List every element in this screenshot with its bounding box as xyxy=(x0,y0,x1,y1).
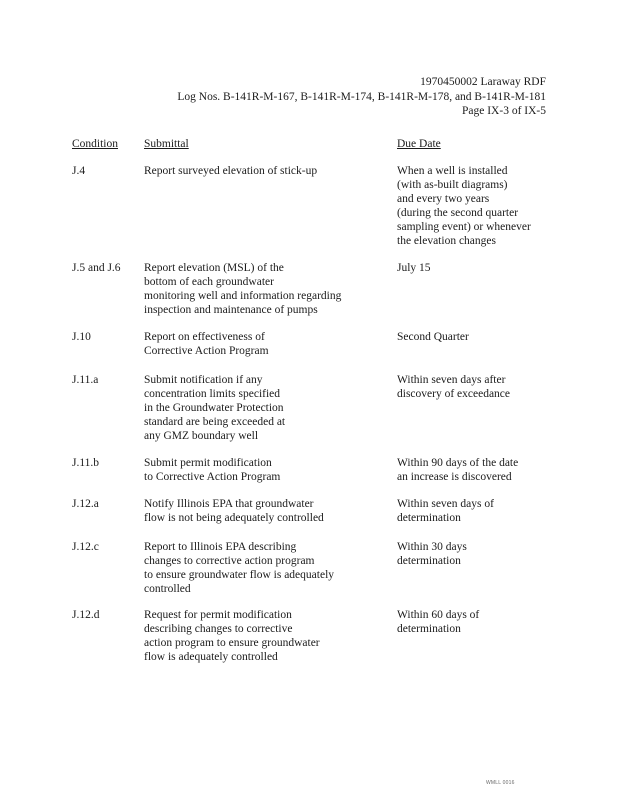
due-date-cell xyxy=(397,608,479,636)
due-date-line: determination xyxy=(397,555,461,567)
submittal-line: describing changes to corrective xyxy=(144,623,293,635)
due-date-cell xyxy=(397,456,518,484)
submittal-line: flow is not being adequately controlled xyxy=(144,512,324,524)
page-number: Page IX-3 of IX-5 xyxy=(462,105,546,117)
submittal-line: monitoring well and information regarding xyxy=(144,290,342,302)
due-date-line: discovery of exceedance xyxy=(397,388,511,400)
submittal-cell xyxy=(144,164,317,178)
due-date-line: Within 60 days of xyxy=(397,609,480,621)
due-date-line: Within 90 days of the date xyxy=(397,457,519,469)
due-date-line: When a well is installed xyxy=(397,165,508,177)
submittal-line: standard are being exceeded at xyxy=(144,416,286,428)
due-date-line: determination xyxy=(397,512,461,524)
submittal-line: Request for permit modification xyxy=(144,609,292,621)
due-date-cell xyxy=(397,330,469,344)
submittal-cell xyxy=(144,373,285,443)
submittal-line: flow is adequately controlled xyxy=(144,651,278,663)
submittal-line: Submit permit modification xyxy=(144,457,272,469)
submittal-cell xyxy=(144,608,320,664)
due-date-line: Second Quarter xyxy=(397,331,469,343)
due-date-cell xyxy=(397,261,431,275)
submittal-cell xyxy=(144,330,269,358)
condition-cell: J.11.a xyxy=(72,374,99,386)
submittal-line: inspection and maintenance of pumps xyxy=(144,304,318,316)
due-date-line: an increase is discovered xyxy=(397,471,512,483)
condition-cell: J.5 and J.6 xyxy=(72,262,121,274)
due-date-cell xyxy=(397,164,531,248)
submittal-line: changes to corrective action program xyxy=(144,555,315,567)
submittal-line: Report elevation (MSL) of the xyxy=(144,262,284,274)
due-date-line: Within 30 days xyxy=(397,541,467,553)
submittal-cell xyxy=(144,261,341,317)
submittal-line: Submit notification if any xyxy=(144,374,263,386)
submittal-line: Report surveyed elevation of stick-up xyxy=(144,165,318,177)
due-date-line: (with as-built diagrams) xyxy=(397,179,508,191)
submittal-line: to Corrective Action Program xyxy=(144,471,281,483)
column-header-due-date: Due Date xyxy=(397,138,441,150)
due-date-line: Within seven days after xyxy=(397,374,506,386)
due-date-cell xyxy=(397,373,510,401)
due-date-line: and every two years xyxy=(397,193,490,205)
submittal-cell xyxy=(144,497,324,525)
submittal-line: Notify Illinois EPA that groundwater xyxy=(144,498,314,510)
submittal-line: Report on effectiveness of xyxy=(144,331,265,343)
condition-cell: J.4 xyxy=(72,165,86,177)
condition-cell: J.10 xyxy=(72,331,91,343)
due-date-line: July 15 xyxy=(397,262,431,274)
submittal-line: to ensure groundwater flow is adequately xyxy=(144,569,335,581)
document-header xyxy=(177,75,546,119)
due-date-line: the elevation changes xyxy=(397,235,496,247)
submittal-line: action program to ensure groundwater xyxy=(144,637,320,649)
due-date-line: sampling event) or whenever xyxy=(397,221,531,233)
submittal-line: bottom of each groundwater xyxy=(144,276,274,288)
condition-cell: J.12.c xyxy=(72,541,99,553)
due-date-line: (during the second quarter xyxy=(397,207,519,219)
submittal-cell xyxy=(144,540,334,596)
condition-cell: J.11.b xyxy=(72,457,100,469)
submittal-line: concentration limits specified xyxy=(144,388,281,400)
submittal-line: controlled xyxy=(144,583,191,595)
submittal-line: Corrective Action Program xyxy=(144,345,269,357)
submittal-cell xyxy=(144,456,280,484)
due-date-line: Within seven days of xyxy=(397,498,494,510)
condition-cell: J.12.d xyxy=(72,609,100,621)
due-date-cell xyxy=(397,497,494,525)
column-header-condition: Condition xyxy=(72,138,119,150)
submittal-line: in the Groundwater Protection xyxy=(144,402,284,414)
column-header-submittal: Submittal xyxy=(144,138,189,150)
submittal-line: Report to Illinois EPA describing xyxy=(144,541,297,553)
bates-stamp: WMLL 0016 xyxy=(486,780,515,786)
due-date-cell xyxy=(397,540,467,568)
due-date-line: determination xyxy=(397,623,461,635)
facility-id-line: 1970450002 Laraway RDF xyxy=(420,76,546,88)
condition-cell: J.12.a xyxy=(72,498,99,510)
submittal-line: any GMZ boundary well xyxy=(144,430,259,442)
log-numbers-line: Log Nos. B-141R-M-167, B-141R-M-174, B-141R-M-178, and B-141R-M-181 xyxy=(177,90,546,103)
